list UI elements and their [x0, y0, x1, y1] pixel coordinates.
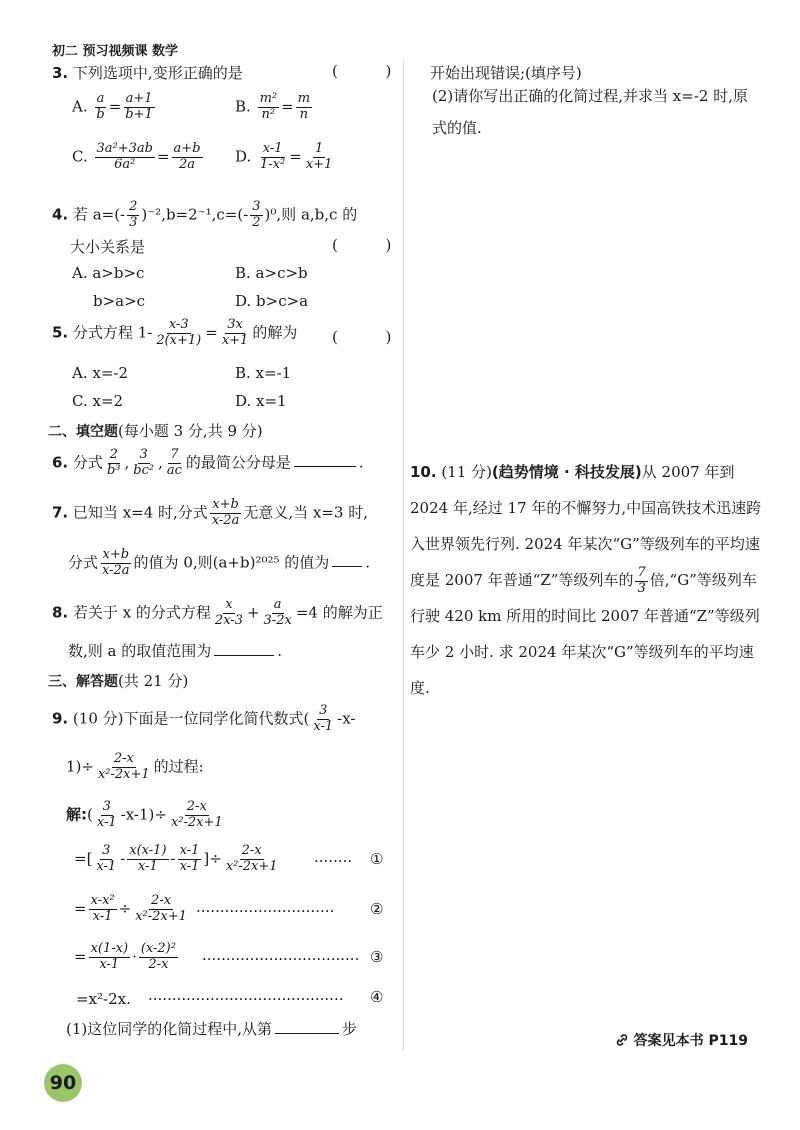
fraction: $\frac{2}{\text{b³}}$	[106, 447, 121, 478]
option-label: D.	[235, 147, 252, 166]
fraction: $\frac{a+b}{2a}$	[173, 141, 201, 172]
fraction: $\frac{x+b}{x-2a}$	[102, 547, 130, 578]
fraction: $\frac{a+1}{b+1}$	[125, 91, 153, 122]
question-number: 5.	[52, 323, 69, 342]
option-c: C. x=2	[72, 392, 124, 410]
option-label: B.	[235, 97, 251, 116]
question-number: 3.	[52, 64, 69, 82]
solution-step-2: = $\frac{\text{x-x²}}{x-1}$ ÷ $\frac{2-x}{\text{x²-2x+1}}$	[74, 893, 187, 924]
fraction: $\frac{2-x}{\text{x²-2x+1}}$	[135, 893, 187, 924]
page-header: 初二 预习视频课 数学	[52, 44, 179, 59]
option-a: A. x=-2	[72, 364, 129, 382]
question-3-stem	[52, 62, 243, 83]
answer-blank[interactable]	[332, 566, 362, 567]
option-d: D. $\frac{x-1}{\text{1-x²}}$ = $\frac{1}{x+1}$	[235, 141, 333, 172]
option-label: A.	[72, 97, 88, 116]
question-10: 10. (11 分)(趋势情境 · 科技发展)从 2007 年到 2024 年,经过 17 年的不懈努力,中国高铁技术迅速跨入世界领先行列. 2024 年某次“G”等级列车的平均速度是 2007 年普通“Z”等级列车的 $\frac{7}{3}$ 倍,“G”等级列车行驶 420 km 所用的时间比 2007 年普通“Z”等级列车少 2 小时. 求 2024 年某次“G”等级列车的平均速度.	[410, 463, 762, 697]
fraction: $\frac{3x}{x+1}$	[221, 317, 249, 348]
section-3-heading: 三、解答题(共 21 分)	[48, 672, 189, 690]
solution-step-0: 解:( $\frac{3}{x-1}$ -x-1)÷ $\frac{2-x}{\text{x²-2x+1}}$	[66, 799, 223, 830]
step-marker: ②	[370, 900, 384, 918]
fraction: $\frac{x-1}{x-1}$	[179, 843, 200, 874]
fraction: $\frac{3}{\text{bc²}}$	[133, 447, 155, 478]
fraction: $\frac{x+b}{x-2a}$	[211, 497, 240, 528]
leader-dots: ·········································	[148, 990, 344, 1008]
question-number: 9.	[52, 709, 69, 728]
option-label: C.	[72, 147, 88, 166]
fraction: $\frac{2}{3}$	[129, 199, 138, 230]
option-b: B. a>c>b	[235, 264, 308, 282]
option-b: B. x=-1	[235, 364, 292, 382]
step-marker: ④	[370, 988, 384, 1006]
leader-dots: ·····························	[196, 902, 335, 920]
question-9-sub2: (2)请你写出正确的化简过程,并求当 x=-2 时,原式的值.	[432, 87, 748, 137]
question-4-stem: 4. 若 a=(- $\frac{2}{3}$ )⁻²,b=2⁻¹,c=(- $\frac{3}{2}$ )⁰,则 a,b,c 的	[52, 199, 358, 230]
column-divider	[403, 60, 404, 1050]
option-b: B. $\frac{\text{m²}}{\text{n²}}$ = $\frac{m}{n}$	[235, 91, 311, 122]
answer-bracket: ( )	[332, 62, 392, 80]
question-number: 6.	[52, 453, 69, 472]
option-c: b>a>c	[93, 292, 146, 310]
answer-reference: 答案见本书 P119	[615, 1030, 748, 1050]
answer-bracket: ( )	[332, 236, 392, 254]
fraction: $\frac{x(1-x)}{x-1}$	[90, 941, 129, 972]
solution-step-3: = $\frac{x(1-x)}{x-1}$ · $\frac{\text{(x-2)²}}{2-x}$	[74, 941, 176, 972]
answer-blank[interactable]	[275, 1033, 339, 1034]
step-marker: ①	[370, 850, 384, 868]
option-d: D. x=1	[235, 392, 287, 410]
question-9-sub1-continued: 开始出现错误;(填序号)	[430, 64, 582, 82]
leader-dots: ········	[314, 852, 353, 870]
leader-dots: ·································	[202, 950, 360, 968]
fraction: $\frac{x-3}{2(x+1)}$	[156, 317, 202, 348]
question-9-line2: 1)÷ $\frac{2-x}{\text{x²-2x+1}}$ 的过程:	[66, 751, 204, 782]
fraction: $\frac{2-x}{\text{x²-2x+1}}$	[97, 751, 150, 782]
fraction: $\frac{\text{x-x²}}{x-1}$	[90, 893, 115, 924]
fraction: $\frac{7}{3}$	[637, 564, 646, 596]
question-5-stem: 5. 分式方程 1- $\frac{x-3}{2(x+1)}$ = $\frac{3x}{x+1}$ 的解为	[52, 317, 298, 348]
question-number: 10.	[410, 463, 437, 481]
question-7-stem: 7. 已知当 x=4 时,分式 $\frac{x+b}{x-2a}$ 无意义,当 x=3 时,	[52, 497, 368, 528]
section-2-heading: 二、填空题(每小题 3 分,共 9 分)	[48, 422, 263, 440]
fraction: $\frac{x}{2x-3}$	[214, 597, 243, 628]
solution-step-4: =x²-2x.	[76, 990, 131, 1008]
question-9-stem: 9. (10 分)下面是一位同学化简代数式( $\frac{3}{x-1}$ -x-	[52, 703, 356, 734]
answer-blank[interactable]	[214, 655, 274, 656]
answer-blank[interactable]	[294, 466, 356, 467]
question-tag: (趋势情境 · 科技发展)	[491, 463, 642, 481]
fraction: $\frac{3}{x-1}$	[96, 799, 117, 830]
fraction: $\frac{\text{3a²+3ab}}{\text{6a²}}$	[96, 141, 153, 172]
fraction: $\frac{x-1}{\text{1-x²}}$	[260, 141, 286, 172]
fraction: $\frac{a}{b}$	[96, 91, 105, 122]
step-marker: ③	[370, 948, 384, 966]
question-number: 4.	[52, 205, 69, 224]
solution-step-1: =[ $\frac{3}{x-1}$ - $\frac{x(x-1)}{x-1}$ - $\frac{x-1}{x-1}$ ]÷ $\frac{2-x}{\text{x²-2x+1}}$	[74, 843, 278, 874]
question-4-stem-line2: 大小关系是	[70, 238, 146, 256]
fraction: $\frac{3}{x-1}$	[313, 703, 334, 734]
question-9-sub1: (1)这位同学的化简过程中,从第 步	[66, 1020, 358, 1038]
fraction: $\frac{\text{m²}}{\text{n²}}$	[259, 91, 278, 122]
fraction: $\frac{2-x}{\text{x²-2x+1}}$	[170, 799, 223, 830]
option-a: A. a>b>c	[72, 264, 145, 282]
question-8-line2: 数,则 a 的取值范围为 .	[68, 642, 283, 660]
question-number: 8.	[52, 603, 69, 622]
page-number: 90	[44, 1064, 82, 1102]
question-number: 7.	[52, 503, 69, 522]
fraction: $\frac{2-x}{\text{x²-2x+1}}$	[225, 843, 278, 874]
question-8-stem: 8. 若关于 x 的分式方程 $\frac{x}{2x-3}$ + $\frac{a}{3-2x}$ =4 的解为正	[52, 597, 383, 628]
fraction: $\frac{a}{3-2x}$	[263, 597, 292, 628]
fraction: $\frac{7}{ac}$	[166, 447, 182, 478]
fraction: $\frac{3}{x-1}$	[96, 843, 117, 874]
link-icon	[615, 1033, 634, 1049]
question-7-line2: 分式 $\frac{x+b}{x-2a}$ 的值为 0,则(a+b)²⁰²⁵ 的值为 .	[68, 547, 371, 578]
fraction: $\frac{\text{(x-2)²}}{2-x}$	[140, 941, 176, 972]
question-text: 下列选项中,变形正确的是	[72, 64, 243, 82]
question-6-stem: 6. 分式 $\frac{2}{\text{b³}}$ , $\frac{3}{\text{bc²}}$ , $\frac{7}{ac}$ 的最简公分母是 .	[52, 447, 364, 478]
option-a: A. $\frac{a}{b}$ = $\frac{a+1}{b+1}$	[72, 91, 153, 122]
option-d: D. b>c>a	[235, 292, 309, 310]
answer-bracket: ( )	[332, 328, 392, 346]
fraction: $\frac{x(x-1)}{x-1}$	[129, 843, 167, 874]
fraction: $\frac{m}{n}$	[297, 91, 311, 122]
fraction: $\frac{1}{x+1}$	[305, 141, 333, 172]
option-c: C. $\frac{\text{3a²+3ab}}{\text{6a²}}$ = $\frac{a+b}{2a}$	[72, 141, 201, 172]
fraction: $\frac{3}{2}$	[252, 199, 261, 230]
